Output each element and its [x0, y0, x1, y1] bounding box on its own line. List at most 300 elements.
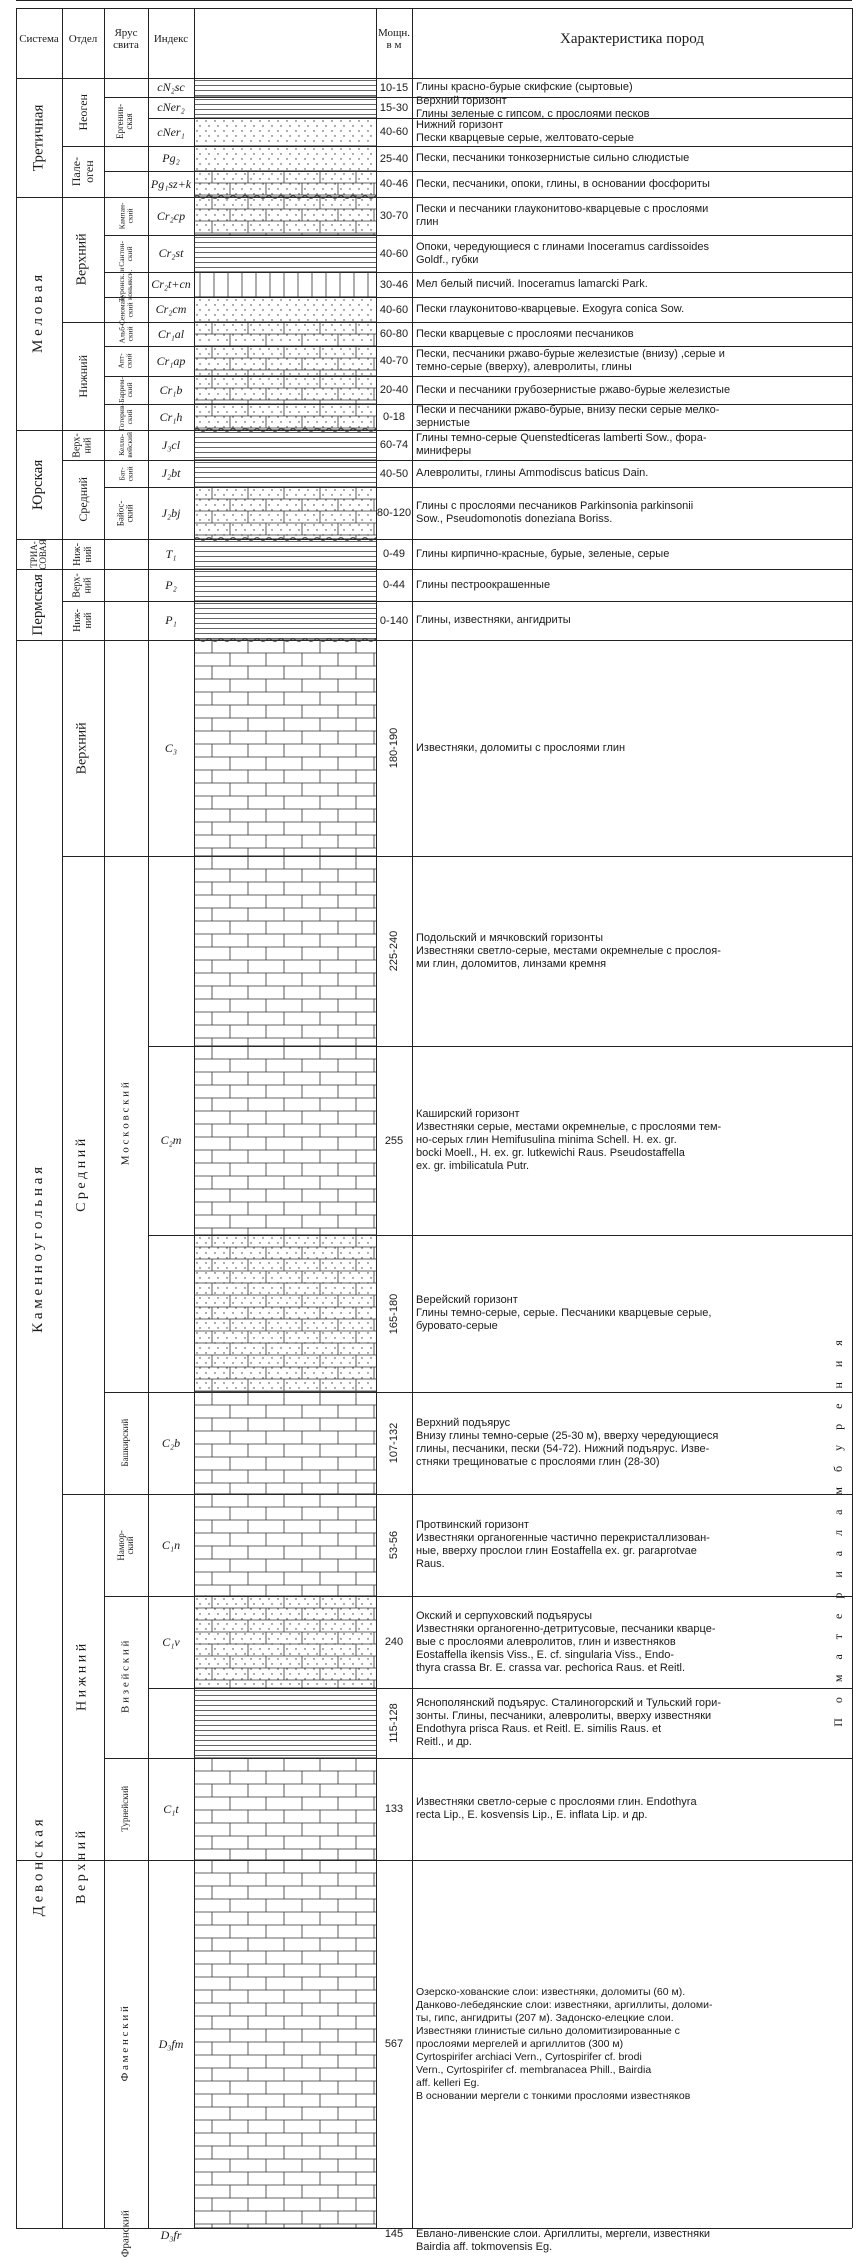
- sandstone-pattern: [307, 1237, 308, 1238]
- sandstone-pattern: [343, 1247, 344, 1248]
- sandstone-pattern: [271, 1347, 272, 1348]
- sand-pattern: [307, 309, 308, 310]
- sandstone-pattern: [304, 1332, 305, 1333]
- row-thickness: [376, 235, 412, 272]
- sandstone-pattern: [253, 1297, 254, 1298]
- sandstone-pattern: [223, 1382, 224, 1383]
- sandstone-pattern: [358, 1282, 359, 1283]
- sandstone-pattern: [250, 358, 251, 359]
- sandstone-pattern: [334, 1643, 335, 1644]
- sandstone-pattern: [241, 188, 242, 189]
- sandstone-pattern: [322, 426, 323, 427]
- sandstone-pattern: [277, 214, 278, 215]
- row-index: [148, 97, 194, 118]
- sandstone-pattern: [244, 1603, 245, 1604]
- sandstone-pattern: [286, 224, 287, 225]
- sandstone-pattern: [253, 199, 254, 200]
- sandstone-pattern: [298, 1387, 299, 1388]
- sandstone-pattern: [205, 1668, 206, 1669]
- sandstone-pattern: [286, 1332, 287, 1333]
- description-text: Известняки светло-серые с прослоями глин. Endothyra recta Lip., E. kosvensis Lip., E. inflata Lip. и др.: [416, 1796, 697, 1821]
- sandstone-pattern: [286, 358, 287, 359]
- sandstone-pattern: [340, 1618, 341, 1619]
- sandstone-pattern: [286, 1362, 287, 1363]
- sandstone-pattern: [205, 1352, 206, 1353]
- sandstone-pattern: [226, 1387, 227, 1388]
- sand-pattern: [214, 130, 215, 131]
- index-text: Pg₂: [162, 151, 180, 165]
- sandstone-pattern: [286, 1252, 287, 1253]
- sandstone-pattern: [241, 1648, 242, 1649]
- sandstone-pattern: [322, 178, 323, 179]
- sandstone-pattern: [268, 1272, 269, 1273]
- sandstone-pattern: [322, 1382, 323, 1383]
- sand-pattern: [295, 158, 296, 159]
- sandstone-pattern: [208, 353, 209, 354]
- sandstone-pattern: [223, 1628, 224, 1629]
- sandstone-pattern: [208, 219, 209, 220]
- sandstone-pattern: [235, 219, 236, 220]
- sandstone-pattern: [343, 529, 344, 530]
- sandstone-pattern: [241, 324, 242, 325]
- row-index: [148, 197, 194, 235]
- sandstone-pattern: [313, 224, 314, 225]
- sandstone-pattern: [307, 199, 308, 200]
- sandstone-pattern: [304, 334, 305, 335]
- sandstone-pattern: [259, 1382, 260, 1383]
- sandstone-pattern: [250, 398, 251, 399]
- sandstone-pattern: [244, 1387, 245, 1388]
- sandstone-pattern: [298, 1653, 299, 1654]
- sandstone-pattern: [217, 363, 218, 364]
- sand-pattern: [214, 304, 215, 305]
- sandstone-pattern: [244, 1683, 245, 1684]
- sandstone-pattern: [352, 1673, 353, 1674]
- sand-pattern: [268, 314, 269, 315]
- sandstone-pattern: [361, 1337, 362, 1338]
- sandstone-pattern: [307, 193, 308, 194]
- sandstone-pattern: [331, 1292, 332, 1293]
- sandstone-pattern: [241, 358, 242, 359]
- sandstone-pattern: [358, 1312, 359, 1313]
- sandstone-pattern: [271, 1317, 272, 1318]
- sandstone-pattern: [253, 411, 254, 412]
- sandstone-pattern: [334, 1387, 335, 1388]
- sandstone-pattern: [331, 494, 332, 495]
- sandstone-pattern: [295, 426, 296, 427]
- sandstone-pattern: [205, 1598, 206, 1599]
- sandstone-pattern: [277, 324, 278, 325]
- sandstone-pattern: [268, 348, 269, 349]
- sandstone-pattern: [262, 489, 263, 490]
- sandstone-pattern: [349, 178, 350, 179]
- sandstone-pattern: [199, 363, 200, 364]
- sandstone-pattern: [358, 1382, 359, 1383]
- sandstone-pattern: [208, 1613, 209, 1614]
- sandstone-pattern: [244, 1267, 245, 1268]
- sandstone-pattern: [316, 1357, 317, 1358]
- sandstone-pattern: [343, 1603, 344, 1604]
- row-index: [148, 1860, 194, 2228]
- sand-pattern: [340, 314, 341, 315]
- sandstone-pattern: [322, 334, 323, 335]
- sandstone-pattern: [286, 406, 287, 407]
- sandstone-pattern: [196, 1292, 197, 1293]
- sandstone-pattern: [370, 209, 371, 210]
- sandstone-pattern: [199, 1247, 200, 1248]
- sandstone-pattern: [205, 504, 206, 505]
- row-description: [412, 539, 830, 569]
- header-description: Характеристика пород: [560, 31, 704, 47]
- sandstone-pattern: [322, 1648, 323, 1649]
- sandstone-pattern: [316, 193, 317, 194]
- sand-pattern: [250, 148, 251, 149]
- sandstone-pattern: [199, 1317, 200, 1318]
- dept-label: [62, 569, 104, 601]
- sandstone-pattern: [334, 1633, 335, 1634]
- sandstone-pattern: [268, 388, 269, 389]
- sandstone-pattern: [199, 209, 200, 210]
- sand-pattern: [298, 309, 299, 310]
- sandstone-pattern: [361, 1287, 362, 1288]
- sandstone-pattern: [322, 1312, 323, 1313]
- sandstone-pattern: [196, 334, 197, 335]
- sandstone-pattern: [208, 529, 209, 530]
- sandstone-pattern: [205, 1252, 206, 1253]
- sandstone-pattern: [367, 1678, 368, 1679]
- sandstone-pattern: [277, 1658, 278, 1659]
- sandstone-pattern: [208, 329, 209, 330]
- dept-label: [62, 601, 104, 640]
- sand-pattern: [205, 168, 206, 169]
- sandstone-pattern: [199, 1287, 200, 1288]
- sandstone-pattern: [232, 368, 233, 369]
- sandstone-pattern: [205, 1608, 206, 1609]
- sandstone-pattern: [235, 329, 236, 330]
- sandstone-pattern: [259, 1628, 260, 1629]
- sandstone-pattern: [277, 1598, 278, 1599]
- sandstone-pattern: [232, 214, 233, 215]
- sandstone-pattern: [340, 388, 341, 389]
- sandstone-pattern: [340, 1242, 341, 1243]
- dept-label: [62, 856, 104, 1494]
- sandstone-pattern: [367, 358, 368, 359]
- sandstone-pattern: [322, 1668, 323, 1669]
- sand-pattern: [208, 299, 209, 300]
- sand-pattern: [223, 314, 224, 315]
- sand-pattern: [250, 140, 251, 141]
- sandstone-pattern: [313, 1272, 314, 1273]
- sandstone-pattern: [289, 1267, 290, 1268]
- thickness-text: 60-74: [379, 439, 409, 451]
- sandstone-pattern: [334, 1327, 335, 1328]
- sand-pattern: [253, 153, 254, 154]
- sandstone-pattern: [358, 1618, 359, 1619]
- sandstone-pattern: [370, 1277, 371, 1278]
- sandstone-pattern: [361, 1307, 362, 1308]
- sandstone-pattern: [361, 529, 362, 530]
- sandstone-pattern: [199, 229, 200, 230]
- sandstone-pattern: [304, 1638, 305, 1639]
- sand-pattern: [241, 140, 242, 141]
- sandstone-pattern: [340, 378, 341, 379]
- sand-pattern: [322, 314, 323, 315]
- sandstone-pattern: [325, 219, 326, 220]
- sand-pattern: [226, 319, 227, 320]
- row-divider: [148, 0, 194, 1]
- sand-pattern: [226, 163, 227, 164]
- sandstone-pattern: [334, 193, 335, 194]
- sandstone-pattern: [223, 1658, 224, 1659]
- sand-pattern: [223, 120, 224, 121]
- sandstone-pattern: [196, 188, 197, 189]
- index-text: C₁v: [162, 1634, 180, 1649]
- sandstone-pattern: [343, 229, 344, 230]
- sandstone-pattern: [217, 1367, 218, 1368]
- sand-pattern: [277, 140, 278, 141]
- sandstone-pattern: [208, 1643, 209, 1644]
- sandstone-pattern: [289, 1337, 290, 1338]
- sandstone-pattern: [316, 489, 317, 490]
- sandstone-pattern: [295, 504, 296, 505]
- sandstone-pattern: [361, 1673, 362, 1674]
- sandstone-pattern: [262, 199, 263, 200]
- row-thickness: [376, 404, 412, 430]
- sand-pattern: [334, 319, 335, 320]
- sand-pattern: [361, 319, 362, 320]
- sandstone-pattern: [295, 534, 296, 535]
- sandstone-pattern: [361, 229, 362, 230]
- sandstone-pattern: [268, 368, 269, 369]
- sandstone-pattern: [250, 1262, 251, 1263]
- sandstone-pattern: [349, 188, 350, 189]
- sandstone-pattern: [208, 1327, 209, 1328]
- sandstone-pattern: [349, 494, 350, 495]
- sandstone-pattern: [235, 489, 236, 490]
- sand-pattern: [244, 153, 245, 154]
- sandstone-pattern: [199, 1683, 200, 1684]
- sandstone-pattern: [259, 214, 260, 215]
- sandstone-pattern: [298, 339, 299, 340]
- sandstone-pattern: [271, 363, 272, 364]
- sandstone-pattern: [352, 1247, 353, 1248]
- sandstone-pattern: [349, 1598, 350, 1599]
- sandstone-pattern: [259, 1668, 260, 1669]
- sandstone-pattern: [361, 1387, 362, 1388]
- sandstone-pattern: [277, 178, 278, 179]
- sandstone-pattern: [214, 1372, 215, 1373]
- sandstone-pattern: [316, 1257, 317, 1258]
- sand-pattern: [289, 299, 290, 300]
- sandstone-pattern: [280, 183, 281, 184]
- sandstone-pattern: [352, 1297, 353, 1298]
- sandstone-pattern: [331, 406, 332, 407]
- sandstone-pattern: [358, 348, 359, 349]
- sandstone-pattern: [244, 1307, 245, 1308]
- sand-pattern: [295, 314, 296, 315]
- sandstone-pattern: [304, 1608, 305, 1609]
- sandstone-pattern: [250, 514, 251, 515]
- sand-pattern: [352, 135, 353, 136]
- sand-pattern: [361, 125, 362, 126]
- sand-pattern: [196, 130, 197, 131]
- sand-pattern: [367, 158, 368, 159]
- sandstone-pattern: [205, 426, 206, 427]
- sandstone-pattern: [259, 1598, 260, 1599]
- row-index: [148, 1235, 194, 1392]
- sand-pattern: [280, 135, 281, 136]
- sand-pattern: [352, 319, 353, 320]
- sandstone-pattern: [313, 494, 314, 495]
- sandstone-pattern: [235, 373, 236, 374]
- stage-label: [104, 1596, 148, 1758]
- sandstone-pattern: [340, 1362, 341, 1363]
- sandstone-pattern: [322, 1302, 323, 1303]
- sand-pattern: [226, 135, 227, 136]
- sandstone-pattern: [343, 1287, 344, 1288]
- sand-pattern: [286, 120, 287, 121]
- sandstone-pattern: [307, 173, 308, 174]
- sandstone-pattern: [208, 1603, 209, 1604]
- sandstone-pattern: [196, 504, 197, 505]
- sandstone-pattern: [268, 334, 269, 335]
- sandstone-pattern: [214, 426, 215, 427]
- sandstone-pattern: [367, 1272, 368, 1273]
- sandstone-pattern: [277, 388, 278, 389]
- sand-pattern: [280, 299, 281, 300]
- sandstone-pattern: [217, 1307, 218, 1308]
- sandstone-pattern: [358, 1658, 359, 1659]
- sandstone-pattern: [307, 1357, 308, 1358]
- sandstone-pattern: [304, 368, 305, 369]
- sandstone-pattern: [331, 378, 332, 379]
- sandstone-pattern: [313, 1322, 314, 1323]
- thickness-text: 0-44: [382, 579, 406, 591]
- sandstone-pattern: [358, 1372, 359, 1373]
- sand-pattern: [241, 158, 242, 159]
- sand-pattern: [358, 158, 359, 159]
- sandstone-pattern: [241, 398, 242, 399]
- sandstone-pattern: [307, 1257, 308, 1258]
- sandstone-pattern: [325, 339, 326, 340]
- sand-pattern: [313, 148, 314, 149]
- sandstone-pattern: [325, 1237, 326, 1238]
- sandstone-pattern: [205, 1322, 206, 1323]
- sandstone-pattern: [244, 1287, 245, 1288]
- sandstone-pattern: [352, 489, 353, 490]
- description-text: Каширский горизонт Известняки серые, местами окремнелые, с прослоями тем- но-серых глин Hemifusulina minima Schell. H. ex. gr. bocki Moell., H. ex. gr. lutkewichi Raus. Pseudostaffella ex. gr. imbilicatula Putr.: [416, 1108, 722, 1172]
- sand-pattern: [313, 304, 314, 305]
- sandstone-pattern: [205, 1618, 206, 1619]
- row-thickness: [376, 1758, 412, 1860]
- sandstone-pattern: [313, 324, 314, 325]
- sand-pattern: [358, 148, 359, 149]
- sandstone-pattern: [370, 1357, 371, 1358]
- dept-label: [62, 197, 104, 322]
- sand-pattern: [262, 163, 263, 164]
- sandstone-pattern: [208, 1247, 209, 1248]
- sandstone-pattern: [196, 406, 197, 407]
- sandstone-pattern: [232, 188, 233, 189]
- sandstone-pattern: [223, 204, 224, 205]
- sandstone-pattern: [214, 368, 215, 369]
- sandstone-pattern: [322, 1598, 323, 1599]
- sandstone-pattern: [226, 229, 227, 230]
- sandstone-pattern: [235, 1633, 236, 1634]
- sandstone-pattern: [217, 373, 218, 374]
- sandstone-pattern: [196, 324, 197, 325]
- stage-label-text: Келло- вейский: [117, 432, 134, 458]
- sandstone-pattern: [358, 204, 359, 205]
- sandstone-pattern: [343, 1663, 344, 1664]
- sandstone-pattern: [217, 1603, 218, 1604]
- thickness-text: 0-140: [379, 614, 409, 627]
- sandstone-pattern: [298, 1683, 299, 1684]
- sand-pattern: [325, 299, 326, 300]
- sandstone-pattern: [370, 1613, 371, 1614]
- sandstone-pattern: [352, 383, 353, 384]
- sandstone-pattern: [241, 514, 242, 515]
- sandstone-pattern: [262, 1653, 263, 1654]
- sand-pattern: [307, 163, 308, 164]
- description-text: Глины пестроокрашенные: [416, 578, 551, 591]
- sandstone-pattern: [352, 1643, 353, 1644]
- sandstone-pattern: [199, 1633, 200, 1634]
- sandstone-pattern: [361, 193, 362, 194]
- sand-pattern: [349, 304, 350, 305]
- sandstone-pattern: [271, 1337, 272, 1338]
- stage-label-text: Ф а м е н с к и й: [119, 2006, 132, 2082]
- sandstone-pattern: [214, 1382, 215, 1383]
- sandstone-pattern: [277, 188, 278, 189]
- sandstone-pattern: [250, 1322, 251, 1323]
- sandstone-pattern: [250, 214, 251, 215]
- sandstone-pattern: [334, 519, 335, 520]
- sand-pattern: [331, 130, 332, 131]
- sandstone-pattern: [325, 1337, 326, 1338]
- sandstone-pattern: [250, 534, 251, 535]
- sandstone-pattern: [214, 214, 215, 215]
- sandstone-pattern: [352, 1307, 353, 1308]
- sandstone-pattern: [241, 1332, 242, 1333]
- sand-pattern: [298, 135, 299, 136]
- sandstone-pattern: [205, 494, 206, 495]
- sandstone-pattern: [250, 1332, 251, 1333]
- sand-pattern: [352, 299, 353, 300]
- sandstone-pattern: [271, 1613, 272, 1614]
- sandstone-pattern: [313, 1312, 314, 1313]
- sandstone-pattern: [307, 1277, 308, 1278]
- sandstone-pattern: [253, 1377, 254, 1378]
- sandstone-pattern: [316, 529, 317, 530]
- sandstone-pattern: [223, 1668, 224, 1669]
- sandstone-pattern: [253, 219, 254, 220]
- sandstone-pattern: [235, 1643, 236, 1644]
- thickness-text: 25-40: [379, 152, 409, 165]
- stage-label-text: Готерив- ский: [117, 403, 134, 431]
- sandstone-pattern: [271, 383, 272, 384]
- sandstone-pattern: [277, 1312, 278, 1313]
- sandstone-pattern: [343, 1307, 344, 1308]
- row-description: [412, 640, 830, 856]
- row-description: [412, 1392, 830, 1494]
- sandstone-pattern: [358, 1302, 359, 1303]
- sandstone-pattern: [325, 1653, 326, 1654]
- sandstone-pattern: [199, 1613, 200, 1614]
- sandstone-pattern: [277, 1668, 278, 1669]
- sandstone-pattern: [307, 383, 308, 384]
- sandstone-pattern: [217, 1247, 218, 1248]
